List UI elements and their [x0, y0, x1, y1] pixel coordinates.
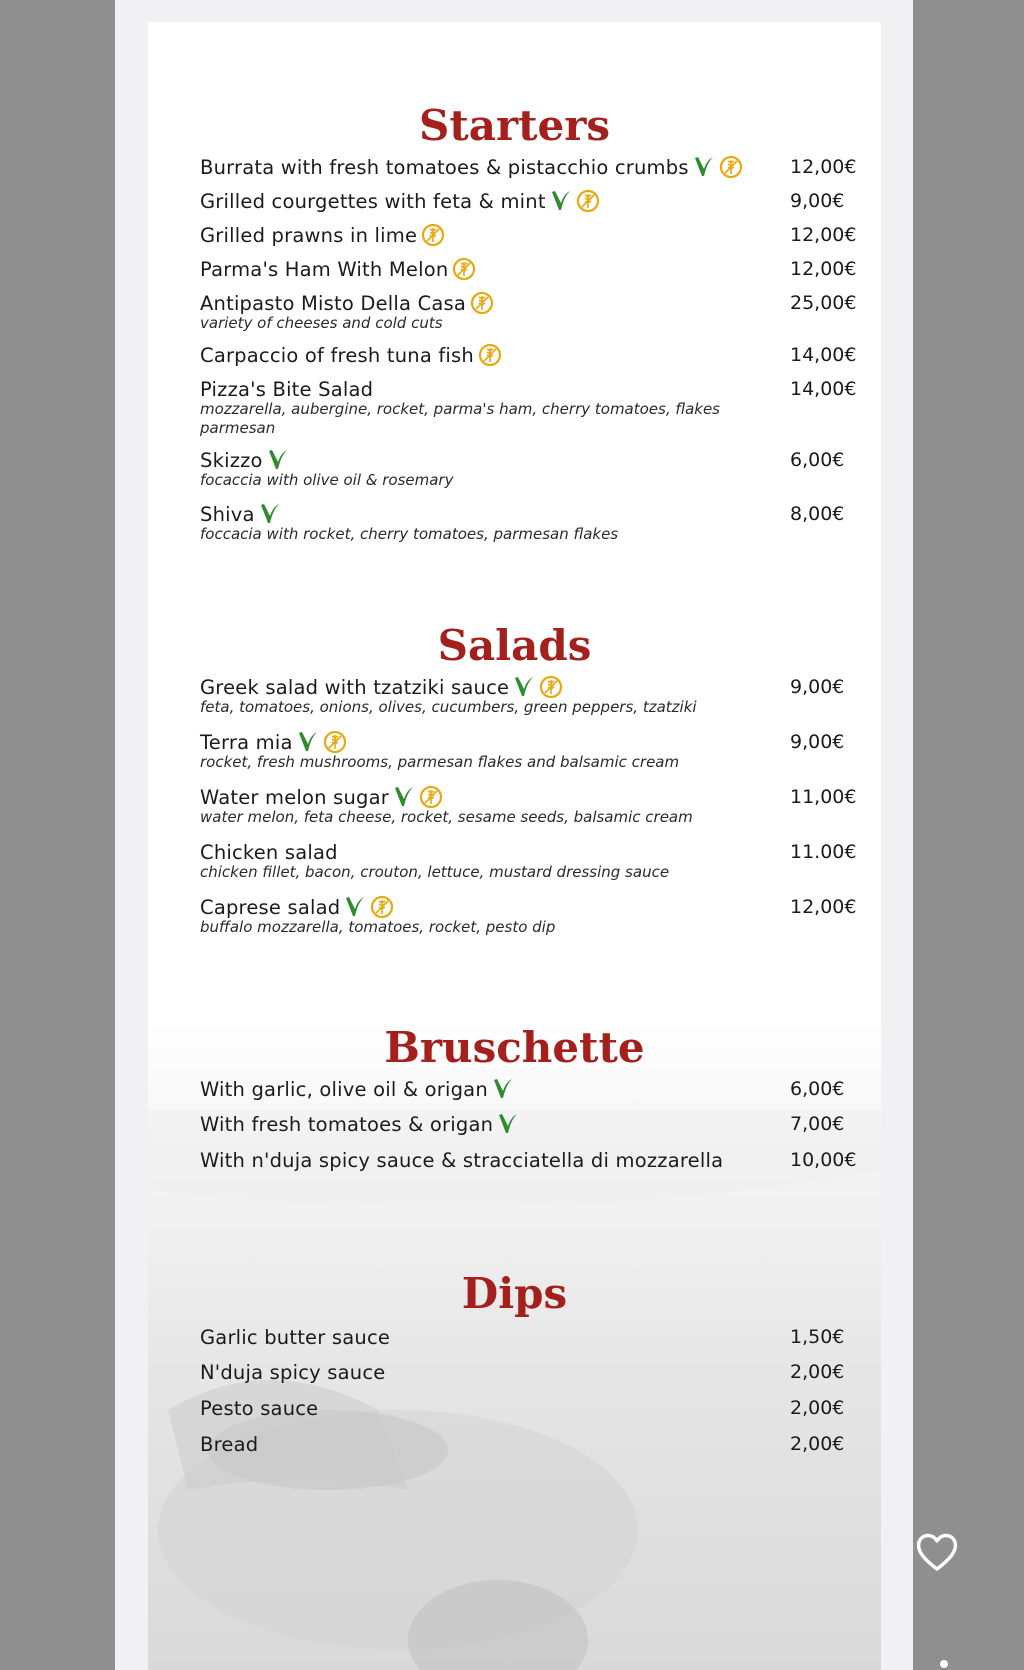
menu-item-name: N'duja spicy sauce — [200, 1360, 386, 1384]
menu-item-price: 12,00€ — [790, 224, 857, 246]
menu-item-line — [200, 220, 830, 250]
menu-item-name: With n'duja spicy sauce & stracciatella di mozzarella — [200, 1148, 724, 1172]
menu-item-price: 1,50€ — [790, 1326, 845, 1348]
menu-item — [200, 837, 857, 882]
menu-item-name: With garlic, olive oil & origan — [200, 1077, 488, 1101]
menu-item-price: 6,00€ — [790, 1078, 845, 1100]
menu-item-line — [200, 186, 830, 216]
menu-item — [200, 374, 857, 438]
menu-item-name: Greek salad with tzatziki sauce — [200, 675, 510, 699]
vegetarian-leaf-icon — [297, 729, 319, 755]
vegetarian-leaf-icon — [513, 674, 535, 700]
menu-item-price: 12,00€ — [790, 156, 857, 178]
menu-item — [200, 1145, 857, 1175]
menu-item-name: Antipasto Misto Della Casa — [200, 291, 467, 315]
menu-item — [200, 152, 857, 182]
menu-item-price: 11,00€ — [790, 786, 857, 808]
menu-item-name: Grilled courgettes with feta & mint — [200, 189, 546, 213]
menu-item-line — [200, 254, 830, 284]
corner-indicator — [940, 1660, 948, 1668]
gluten-free-icon — [419, 785, 443, 809]
menu-item-line — [200, 1429, 830, 1459]
menu-item-name: With fresh tomatoes & origan — [200, 1112, 494, 1136]
menu-page — [148, 22, 881, 1670]
menu-item-description: mozzarella, aubergine, rocket, parma's ham, cherry tomatoes, flakes parmesan — [200, 400, 720, 437]
menu-item-price: 14,00€ — [790, 344, 857, 366]
menu-item — [200, 782, 857, 827]
menu-item — [200, 1357, 845, 1387]
menu-item-price: 12,00€ — [790, 258, 857, 280]
vegetarian-leaf-icon — [259, 501, 281, 527]
gluten-free-icon — [421, 223, 445, 247]
menu-item — [200, 727, 845, 772]
menu-item-line — [200, 1357, 830, 1387]
menu-item — [200, 220, 857, 250]
vegetarian-leaf-icon — [550, 188, 572, 214]
menu-item-description: feta, tomatoes, onions, olives, cucumbers, green peppers, tzatziki — [200, 698, 697, 716]
menu-item-description: foccacia with rocket, cherry tomatoes, parmesan flakes — [200, 525, 619, 543]
menu-item — [200, 1322, 845, 1352]
menu-item — [200, 1393, 845, 1423]
menu-item-price: 9,00€ — [790, 190, 845, 212]
menu-item-line — [200, 152, 830, 182]
section-title-starters: Starters — [419, 101, 610, 150]
menu-item-name: Chicken salad — [200, 840, 338, 864]
menu-item-name: Carpaccio of fresh tuna fish — [200, 343, 474, 367]
menu-item-line — [200, 1322, 830, 1352]
menu-item-line — [200, 340, 830, 370]
menu-item-price: 11.00€ — [790, 841, 857, 863]
gluten-free-icon — [576, 189, 600, 213]
menu-item-price: 14,00€ — [790, 378, 857, 400]
menu-item-price: 9,00€ — [790, 676, 845, 698]
menu-item-name: Shiva — [200, 502, 255, 526]
menu-item — [200, 1074, 845, 1104]
menu-item — [200, 186, 845, 216]
gluten-free-icon — [539, 675, 563, 699]
menu-item-line — [200, 1109, 830, 1139]
gluten-free-icon — [719, 155, 743, 179]
gluten-free-icon — [478, 343, 502, 367]
menu-item-price: 8,00€ — [790, 503, 845, 525]
menu-item-description: buffalo mozzarella, tomatoes, rocket, pesto dip — [200, 918, 556, 936]
menu-item-description: chicken fillet, bacon, crouton, lettuce, mustard dressing sauce — [200, 863, 670, 881]
menu-item — [200, 340, 857, 370]
menu-item-name: Skizzo — [200, 448, 263, 472]
menu-item-line — [200, 1393, 830, 1423]
vegetarian-leaf-icon — [344, 894, 366, 920]
menu-item-description: variety of cheeses and cold cuts — [200, 314, 443, 332]
menu-item — [200, 499, 845, 544]
menu-item-name: Burrata with fresh tomatoes & pistacchio crumbs — [200, 155, 689, 179]
menu-item-price: 9,00€ — [790, 731, 845, 753]
vegetarian-leaf-icon — [267, 447, 289, 473]
menu-item — [200, 672, 845, 717]
menu-item-price: 2,00€ — [790, 1397, 845, 1419]
gluten-free-icon — [323, 730, 347, 754]
scooter-background-image — [148, 1110, 881, 1670]
menu-item-line — [200, 1074, 830, 1104]
menu-item-price: 2,00€ — [790, 1433, 845, 1455]
menu-item-name: Pizza's Bite Salad — [200, 377, 374, 401]
gluten-free-icon — [452, 257, 476, 281]
menu-item-name: Parma's Ham With Melon — [200, 257, 449, 281]
vegetarian-leaf-icon — [492, 1076, 514, 1102]
section-title-bruschette: Bruschette — [384, 1023, 645, 1072]
gluten-free-icon — [470, 291, 494, 315]
heart-icon — [915, 1531, 959, 1573]
menu-item-name: Garlic butter sauce — [200, 1325, 391, 1349]
menu-item-line — [200, 1145, 830, 1175]
menu-item-price: 7,00€ — [790, 1113, 845, 1135]
menu-item-name: Pesto sauce — [200, 1396, 319, 1420]
vegetarian-leaf-icon — [393, 784, 415, 810]
menu-item-name: Caprese salad — [200, 895, 341, 919]
menu-item-description: water melon, feta cheese, rocket, sesame seeds, balsamic cream — [200, 808, 693, 826]
menu-item — [200, 445, 845, 490]
vegetarian-leaf-icon — [693, 154, 715, 180]
menu-item-price: 2,00€ — [790, 1361, 845, 1383]
menu-item — [200, 892, 857, 937]
menu-item-price: 25,00€ — [790, 292, 857, 314]
vegetarian-leaf-icon — [497, 1111, 519, 1137]
favorite-heart-button[interactable] — [915, 1531, 959, 1573]
menu-item-price: 12,00€ — [790, 896, 857, 918]
section-title-salads: Salads — [437, 621, 592, 670]
menu-item — [200, 1429, 845, 1459]
menu-item-description: focaccia with olive oil & rosemary — [200, 471, 454, 489]
menu-item-name: Grilled prawns in lime — [200, 223, 418, 247]
gluten-free-icon — [370, 895, 394, 919]
menu-item-name: Terra mia — [200, 730, 293, 754]
menu-item-price: 10,00€ — [790, 1149, 857, 1171]
menu-item-name: Water melon sugar — [200, 785, 390, 809]
menu-item — [200, 288, 857, 333]
menu-item — [200, 1109, 845, 1139]
menu-item-description: rocket, fresh mushrooms, parmesan flakes and balsamic cream — [200, 753, 680, 771]
menu-item-price: 6,00€ — [790, 449, 845, 471]
section-title-dips: Dips — [461, 1269, 568, 1318]
menu-item — [200, 254, 857, 284]
menu-item-name: Bread — [200, 1432, 259, 1456]
